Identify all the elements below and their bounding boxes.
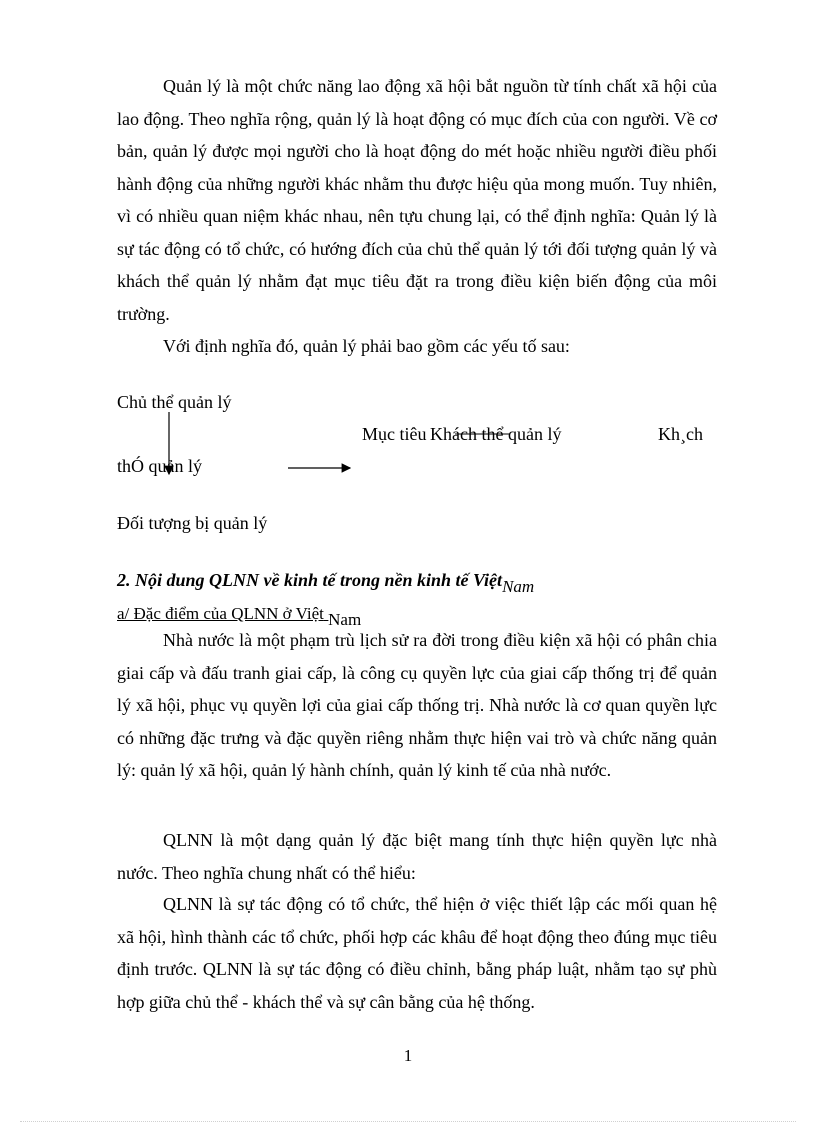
section-heading [117,570,535,596]
subsection-heading [117,604,362,629]
section-heading-tail: Nam [502,577,535,596]
diagram-object: Khách thể quản lý [430,424,562,444]
intro-paragraph: Quản lý là một chức năng lao động xã hội bắt nguồn từ tính chất xã hội của lao động. Theo nghĩa rộng, quản lý là hoạt động có mục đích của con người. Về cơ bản, quản lý được mọi người cho là hoạt động do mét hoặc nhiều người điều phối hành động của những người khác nhằm thu được hiệu qủa mong muốn. Tuy nhiên, vì có nhiều quan niệm khác nhau, nên tựu chung lại, có thể định nghĩa: Quản lý là sự tác động có tổ chức, có hướng đích của chủ thể quản lý tới đối tượng quản lý và khách thể quản lý nhằm đạt mục tiêu đặt ra trong điều kiện biến động của môi trường. [117,76,717,324]
diagram-managed: Đối tượng bị quản lý [117,513,268,533]
elements-intro: Với định nghĩa đó, quản lý phải bao gồm các yếu tố sau: [163,336,570,356]
diagram-garbled-1: Kh¸ch [658,424,703,444]
diagram-subject: Chủ thể quản lý [117,392,232,412]
section-heading-main: 2. Nội dung QLNN về kinh tế trong nền kinh tế Việt [117,570,503,590]
state-paragraph: Nhà nước là một phạm trù lịch sử ra đời trong điều kiện xã hội có phân chia giai cấp và đấu tranh giai cấp, là công cụ quyền lực của giai cấp thống trị để quản lý xã hội, phục vụ quyền lợi của giai cấp thống trị. Nhà nước là cơ quan quyền lực có những đặc trưng và đặc quyền riêng nhằm thực hiện vai trò và chức năng quản lý: quản lý xã hội, quản lý hành chính, quản lý kinh tế của nhà nước. [117,630,717,780]
footer-divider [20,1121,796,1122]
diagram-goal: Mục tiêu [362,424,427,444]
qlnn-definition: QLNN là sự tác động có tổ chức, thể hiện ở việc thiết lập các mối quan hệ xã hội, hình thành các tổ chức, phối hợp các khâu để hoạt động theo đúng mục tiêu định trước. QLNN là sự tác động có điều chỉnh, bằng pháp luật, nhằm tạo sự phù hợp giữa chủ thể - khách thể và sự cân bằng của hệ thống. [117,894,717,1012]
subsection-heading-main: a/ Đặc điểm của QLNN ở Việt [117,604,324,623]
qlnn-definition-intro: QLNN là một dạng quản lý đặc biệt mang tính thực hiện quyền lực nhà nước. Theo nghĩa chung nhất có thể hiểu: [117,830,717,883]
page-number: 1 [403,1046,413,1065]
subsection-heading-tail: Nam [328,610,362,629]
diagram-garbled-2: thÓ quản lý [117,456,202,476]
